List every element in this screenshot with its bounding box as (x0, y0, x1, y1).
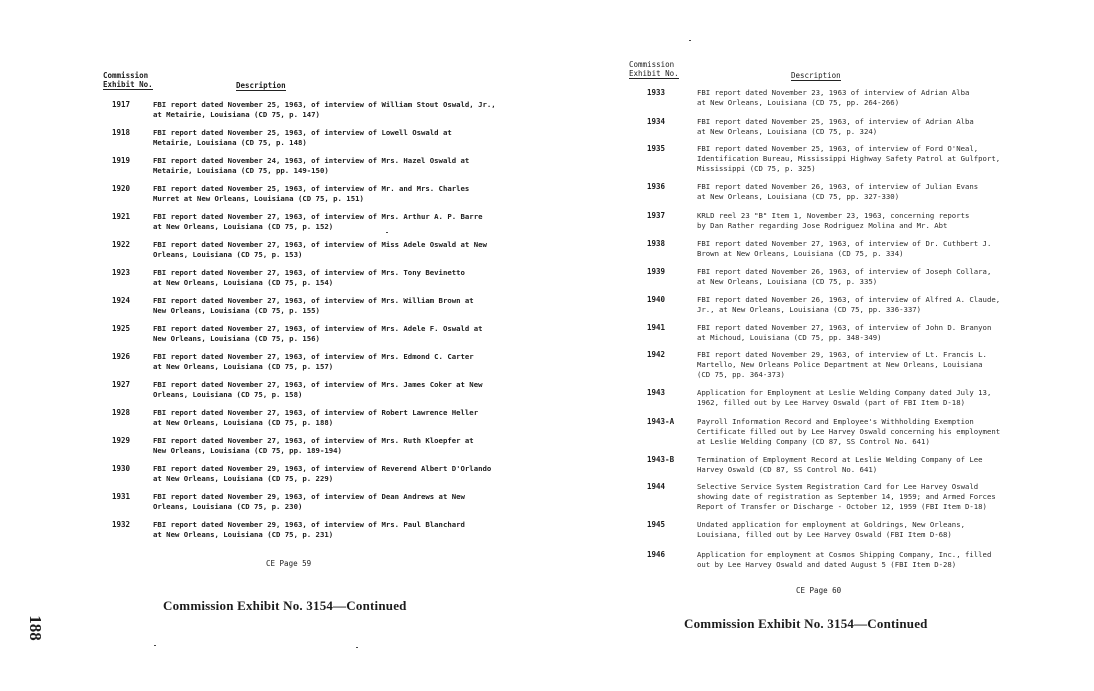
exhibit-description-line: FBI report dated November 25, 1963, of interview of Ford O'Neal, (697, 144, 979, 153)
exhibit-description-line: FBI report dated November 29, 1963, of interview of Dean Andrews at New (153, 492, 465, 501)
exhibit-number: 1919 (112, 156, 131, 165)
exhibit-description-line: FBI report dated November 27, 1963, of interview of Dr. Cuthbert J. (697, 239, 992, 248)
header-exhibit-no: Exhibit No. (103, 80, 153, 89)
exhibit-description-line: New Orleans, Louisiana (CD 75, p. 155) (153, 306, 320, 315)
exhibit-number: 1934 (647, 117, 666, 126)
exhibit-description-line: Undated application for employment at Goldrings, New Orleans, (697, 520, 965, 529)
ce-page-label: CE Page 60 (796, 586, 842, 595)
exhibit-description-line: Orleans, Louisiana (CD 75, p. 230) (153, 502, 303, 511)
exhibit-caption (163, 598, 407, 614)
exhibit-description-line: Metairie, Louisiana (CD 75, p. 148) (153, 138, 307, 147)
exhibit-number: 1922 (112, 240, 131, 249)
exhibit-description-line: FBI report dated November 27, 1963, of interview of Mrs. Tony Bevinetto (153, 268, 465, 277)
exhibit-description-line: at New Orleans, Louisiana (CD 75, p. 152) (153, 222, 334, 231)
exhibit-description-line: FBI report dated November 25, 1963, of interview of Adrian Alba (697, 117, 974, 126)
scan-speck (356, 647, 358, 648)
exhibit-description-line: Report of Transfer or Discharge - October 12, 1959 (FBI Item D-18) (697, 502, 987, 511)
exhibit-number: 1942 (647, 350, 666, 359)
exhibit-number: 1943 (647, 388, 666, 397)
exhibit-description-line: FBI report dated November 29, 1963, of interview of Mrs. Paul Blanchard (153, 520, 465, 529)
exhibit-number: 1925 (112, 324, 131, 333)
exhibit-description-line: at New Orleans, Louisiana (CD 75, pp. 264-266) (697, 98, 900, 107)
exhibit-description-line: Brown at New Orleans, Louisiana (CD 75, p. 334) (697, 249, 904, 258)
exhibit-number: 1932 (112, 520, 131, 529)
exhibit-description-line: Termination of Employment Record at Leslie Welding Company of Lee (697, 455, 983, 464)
column-header-exhibit (629, 60, 679, 79)
side-page-number: 188 (25, 615, 45, 641)
exhibit-description-line: Harvey Oswald (CD 87, SS Control No. 641) (697, 465, 878, 474)
exhibit-description-line: Certificate filled out by Lee Harvey Oswald concerning his employment (697, 427, 1001, 436)
exhibit-description-line: at New Orleans, Louisiana (CD 75, p. 188) (153, 418, 334, 427)
exhibit-description-line: FBI report dated November 27, 1963, of interview of Miss Adele Oswald at New (153, 240, 487, 249)
column-header-exhibit (103, 71, 153, 90)
exhibit-number: 1927 (112, 380, 131, 389)
exhibit-description-line: FBI report dated November 25, 1963, of interview of Lowell Oswald at (153, 128, 452, 137)
exhibit-caption (684, 616, 928, 632)
exhibit-description-line: FBI report dated November 27, 1963, of interview of John D. Branyon (697, 323, 992, 332)
exhibit-description-line: FBI report dated November 24, 1963, of interview of Mrs. Hazel Oswald at (153, 156, 470, 165)
exhibit-caption-continued: —Continued (854, 616, 928, 631)
exhibit-description-line: at New Orleans, Louisiana (CD 75, p. 335) (697, 277, 878, 286)
exhibit-description-line: Application for Employment at Leslie Welding Company dated July 13, (697, 388, 992, 397)
exhibit-description-line: FBI report dated November 25, 1963, of interview of William Stout Oswald, Jr., (153, 100, 496, 109)
exhibit-description-line: at Metairie, Louisiana (CD 75, p. 147) (153, 110, 320, 119)
exhibit-description-line: at New Orleans, Louisiana (CD 75, p. 154) (153, 278, 334, 287)
exhibit-description-line: Martello, New Orleans Police Department at New Orleans, Louisiana (697, 360, 983, 369)
exhibit-caption-title: Commission Exhibit No. 3154 (163, 598, 334, 613)
header-exhibit-no: Exhibit No. (629, 69, 679, 78)
exhibit-description-line: Selective Service System Registration Card for Lee Harvey Oswald (697, 482, 979, 491)
header-commission: Commission (103, 71, 149, 80)
exhibit-number: 1921 (112, 212, 131, 221)
exhibit-description-line: Orleans, Louisiana (CD 75, p. 153) (153, 250, 303, 259)
exhibit-description-line: FBI report dated November 29, 1963, of interview of Lt. Francis L. (697, 350, 987, 359)
exhibit-description-line: FBI report dated November 27, 1963, of interview of Mrs. Adele F. Oswald at (153, 324, 483, 333)
exhibit-description-line: Louisiana, filled out by Lee Harvey Oswald (FBI Item D-68) (697, 530, 952, 539)
exhibit-description-line: at New Orleans, Louisiana (CD 75, p. 229) (153, 474, 334, 483)
exhibit-number: 1923 (112, 268, 131, 277)
ce-page-label: CE Page 59 (266, 559, 312, 568)
exhibit-description-line: KRLD reel 23 "B" Item 1, November 23, 1963, concerning reports (697, 211, 970, 220)
exhibit-description-line: Jr., at New Orleans, Louisiana (CD 75, pp. 336-337) (697, 305, 922, 314)
exhibit-description-line: FBI report dated November 25, 1963, of interview of Mr. and Mrs. Charles (153, 184, 470, 193)
exhibit-number: 1926 (112, 352, 131, 361)
exhibit-description-line: Metairie, Louisiana (CD 75, pp. 149-150) (153, 166, 329, 175)
exhibit-description-line: at New Orleans, Louisiana (CD 75, p. 231) (153, 530, 334, 539)
exhibit-description-line: at New Orleans, Louisiana (CD 75, pp. 327-330) (697, 192, 900, 201)
exhibit-caption-title: Commission Exhibit No. 3154 (684, 616, 855, 631)
exhibit-description-line: FBI report dated November 27, 1963, of interview of Mrs. Ruth Kloepfer at (153, 436, 474, 445)
exhibit-description-line: at Michoud, Louisiana (CD 75, pp. 348-349) (697, 333, 882, 342)
exhibit-number: 1941 (647, 323, 666, 332)
exhibit-description-line: at New Orleans, Louisiana (CD 75, p. 157) (153, 362, 334, 371)
scan-speck (689, 40, 691, 41)
exhibit-description-line: Payroll Information Record and Employee's Withholding Exemption (697, 417, 974, 426)
exhibit-description-line: at New Orleans, Louisiana (CD 75, p. 324) (697, 127, 878, 136)
exhibit-number: 1936 (647, 182, 666, 191)
exhibit-number: 1946 (647, 550, 666, 559)
exhibit-number: 1917 (112, 100, 131, 109)
exhibit-description-line: Application for employment at Cosmos Shipping Company, Inc., filled (697, 550, 992, 559)
exhibit-description-line: at Leslie Welding Company (CD 87, SS Control No. 641) (697, 437, 930, 446)
exhibit-description-line: by Dan Rather regarding Jose Rodriguez Molina and Mr. Abt (697, 221, 948, 230)
exhibit-description-line: Murret at New Orleans, Louisiana (CD 75, p. 151) (153, 194, 364, 203)
exhibit-number: 1924 (112, 296, 131, 305)
exhibit-description-line: FBI report dated November 26, 1963, of interview of Alfred A. Claude, (697, 295, 1001, 304)
header-commission: Commission (629, 60, 675, 69)
exhibit-description-line: FBI report dated November 26, 1963, of interview of Joseph Collara, (697, 267, 992, 276)
exhibit-number: 1945 (647, 520, 666, 529)
exhibit-number: 1929 (112, 436, 131, 445)
exhibit-description-line: (CD 75, pp. 364-373) (697, 370, 785, 379)
exhibit-number: 1930 (112, 464, 131, 473)
right-page (547, 0, 1094, 691)
exhibit-description-line: showing date of registration as September 14, 1959; and Armed Forces (697, 492, 996, 501)
exhibit-description-line: FBI report dated November 26, 1963, of interview of Julian Evans (697, 182, 979, 191)
exhibit-description-line: New Orleans, Louisiana (CD 75, p. 156) (153, 334, 320, 343)
exhibit-description-line: New Orleans, Louisiana (CD 75, pp. 189-194) (153, 446, 342, 455)
scan-speck (154, 645, 156, 646)
exhibit-number: 1933 (647, 88, 666, 97)
exhibit-description-line: out by Lee Harvey Oswald and dated August 5 (FBI Item D-28) (697, 560, 957, 569)
column-header-description: Description (791, 71, 841, 80)
exhibit-number: 1943-B (647, 455, 675, 464)
exhibit-description-line: FBI report dated November 27, 1963, of interview of Mrs. William Brown at (153, 296, 474, 305)
exhibit-number: 1937 (647, 211, 666, 220)
exhibit-number: 1931 (112, 492, 131, 501)
exhibit-description-line: 1962, filled out by Lee Harvey Oswald (part of FBI Item D-18) (697, 398, 965, 407)
exhibit-description-line: FBI report dated November 27, 1963, of interview of Mrs. Arthur A. P. Barre (153, 212, 483, 221)
exhibit-caption-continued: —Continued (333, 598, 407, 613)
exhibit-description-line: FBI report dated November 23, 1963 of interview of Adrian Alba (697, 88, 970, 97)
scan-speck (386, 232, 388, 233)
exhibit-number: 1918 (112, 128, 131, 137)
exhibit-description-line: Orleans, Louisiana (CD 75, p. 158) (153, 390, 303, 399)
column-header-description: Description (236, 81, 286, 90)
exhibit-description-line: Mississippi (CD 75, p. 325) (697, 164, 816, 173)
exhibit-description-line: FBI report dated November 29, 1963, of interview of Reverend Albert D'Orlando (153, 464, 492, 473)
exhibit-description-line: FBI report dated November 27, 1963, of interview of Mrs. James Coker at New (153, 380, 483, 389)
exhibit-number: 1943-A (647, 417, 675, 426)
exhibit-number: 1940 (647, 295, 666, 304)
exhibit-number: 1920 (112, 184, 131, 193)
exhibit-number: 1944 (647, 482, 666, 491)
exhibit-description-line: FBI report dated November 27, 1963, of interview of Robert Lawrence Heller (153, 408, 479, 417)
exhibit-description-line: Identification Bureau, Mississippi Highway Safety Patrol at Gulfport, (697, 154, 1001, 163)
exhibit-number: 1928 (112, 408, 131, 417)
exhibit-number: 1938 (647, 239, 666, 248)
exhibit-number: 1939 (647, 267, 666, 276)
exhibit-description-line: FBI report dated November 27, 1963, of interview of Mrs. Edmond C. Carter (153, 352, 474, 361)
exhibit-number: 1935 (647, 144, 666, 153)
